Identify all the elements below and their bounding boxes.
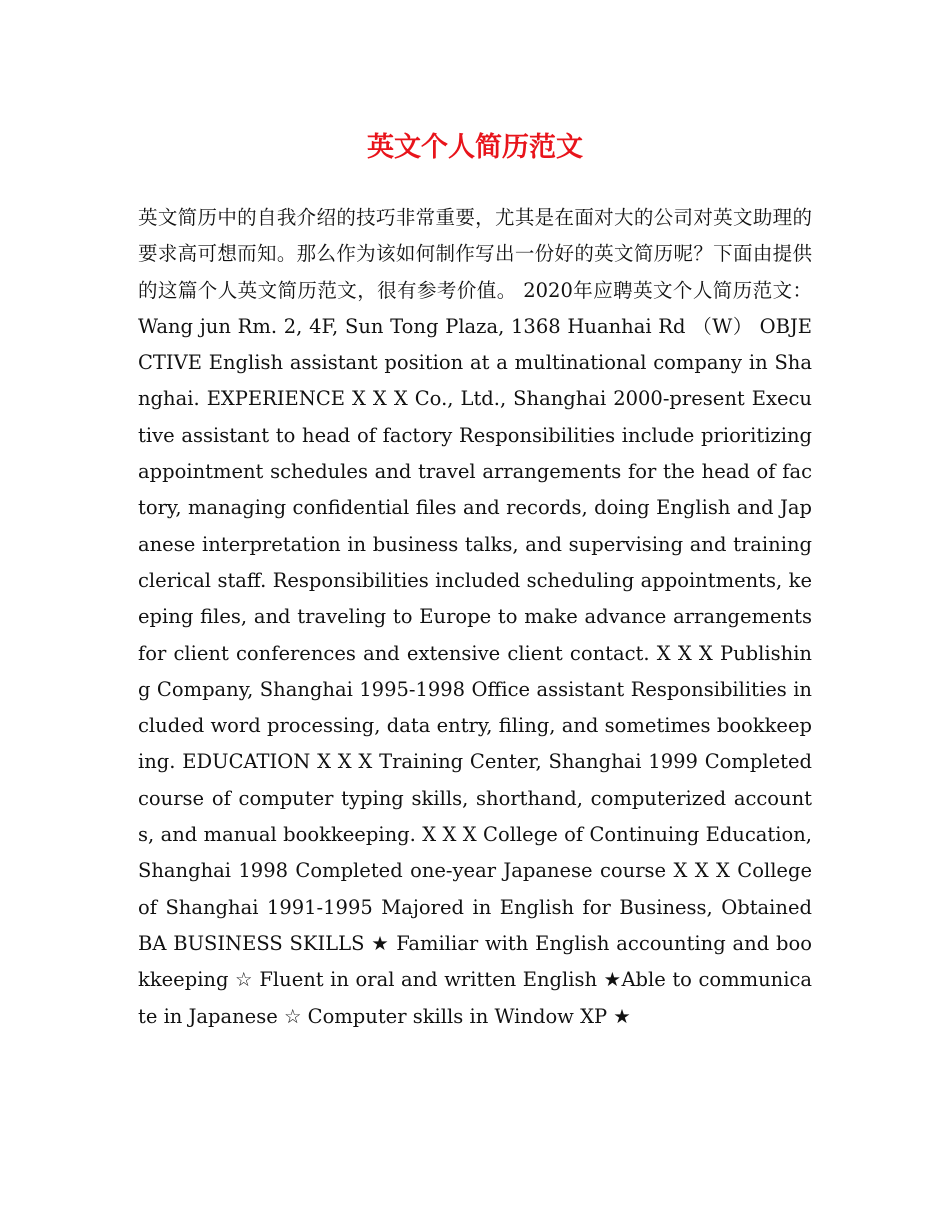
document-title: 英文个人简历范文 <box>367 132 583 163</box>
document-body: 英文简历中的自我介绍的技巧非常重要，尤其是在面对大的公司对英文助理的要求高可想而知。那么作为该如何制作写出一份好的英文简历呢？下面由提供的这篇个人英文简历范文，很有参考价值。 2020年应聘英文个人简历范文： Wang jun Rm. 2, 4F, Sun Tong Plaza, 1368 Huanhai Rd （W） OBJECTIVE English assistant position at a multinational company in Shanghai. EXPERIENCE X X X Co., Ltd., Shanghai 2000-present Executive assistant to head of factory Responsibilities include prioritizing appointment schedules and travel arrangements for the head of factory, managing confidential files and records, doing English and Japanese interpretation in business talks, and supervising and training clerical staff. Responsibilities included scheduling appointments, keeping files, and traveling to Europe to make advance arrangements for client conferences and extensive client contact. X X X Publishing Company, Shanghai 1995-1998 Office assistant Responsibilities included word processing, data entry, filing, and sometimes bookkeeping. EDUCATION X X X Training Center, Shanghai 1999 Completed course of computer typing skills, shorthand, computerized accounts, and manual bookkeeping. X X X College of Continuing Education, Shanghai 1998 Completed one-year Japanese course X X X College of Shanghai 1991-1995 Majored in English for Business, Obtained BA BUSINESS SKILLS ★ Familiar with English accounting and bookkeeping ☆ Fluent in oral and written English ★Able to communicate in Japanese ☆ Computer skills in Window XP ★ <box>138 206 812 1028</box>
